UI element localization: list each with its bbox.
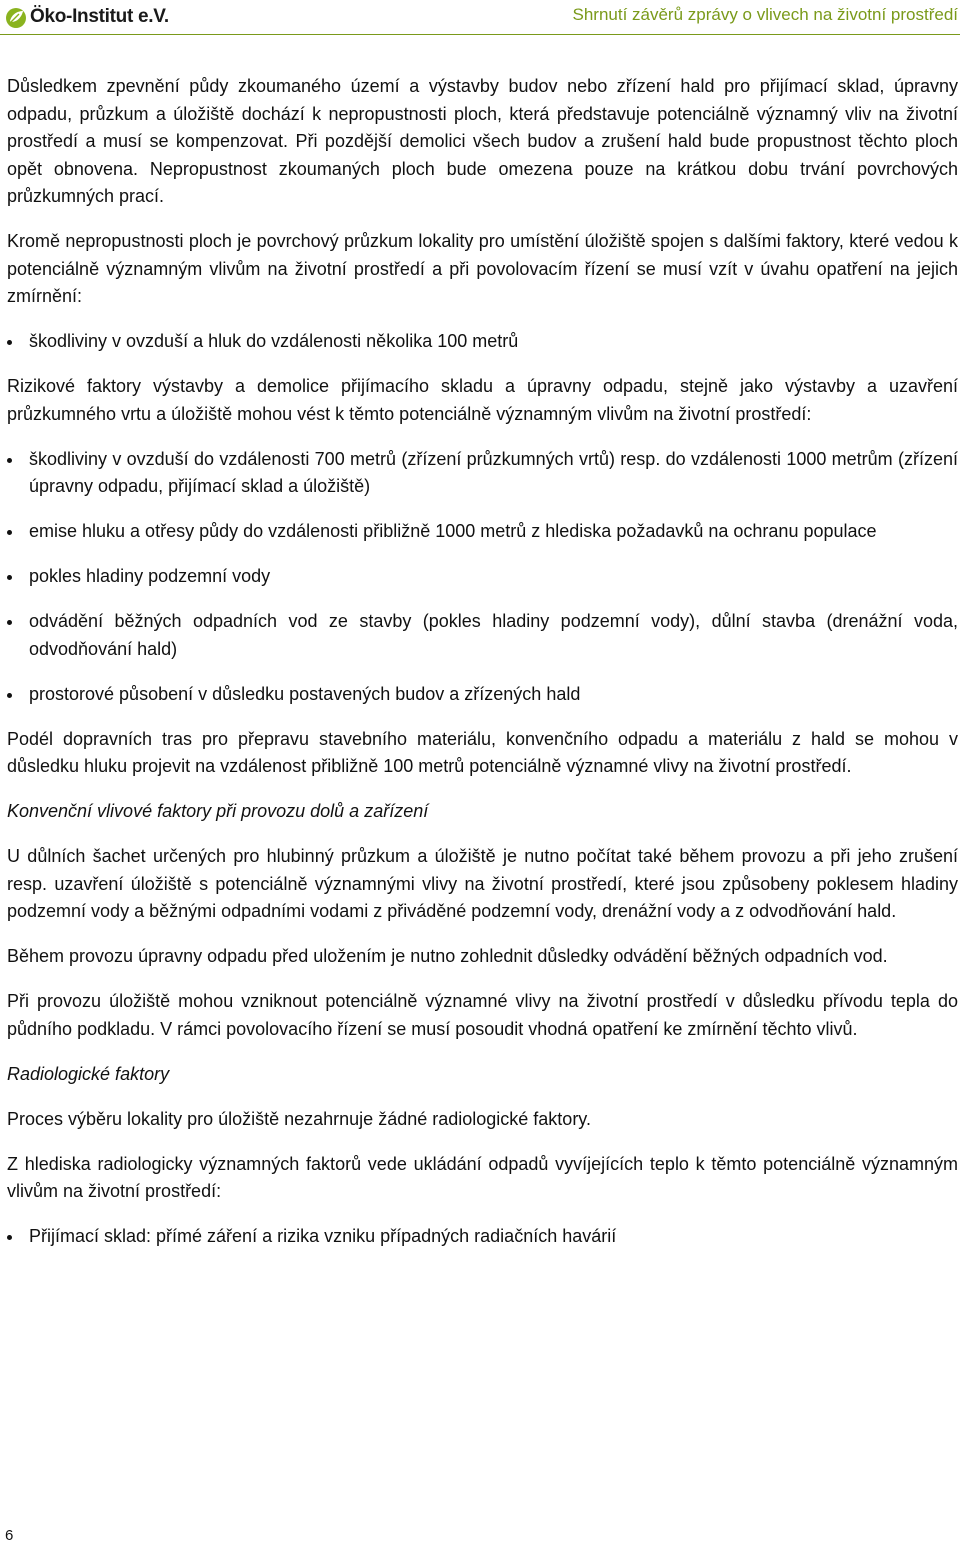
leaf-logo-icon — [4, 5, 28, 29]
page-number: 6 — [5, 1527, 14, 1544]
paragraph: Kromě nepropustnosti ploch je povrchový průzkum lokality pro umístění úložiště spojen s dalšími faktory, které vedou k potenciálně významným vlivům na životní prostředí a při povolovacím řízení se musí vzít v úvahu opatření na jejich zmírnění: — [7, 231, 958, 306]
logo-text: Öko-Institut e.V. — [30, 6, 169, 27]
list-item: škodliviny v ovzduší do vzdálenosti 700 metrů (zřízení průzkumných vrtů) resp. do vzdálenosti 1000 metrům (zřízení úpravny odpadu, přijímací sklad a úložiště) — [7, 446, 958, 501]
paragraph: Během provozu úpravny odpadu před uložením je nutno zohlednit důsledky odvádění běžných odpadních vod. — [7, 946, 888, 966]
list-item: škodliviny v ovzduší a hluk do vzdálenosti několika 100 metrů — [7, 328, 958, 356]
page-header — [0, 0, 960, 40]
paragraph: Podél dopravních tras pro přepravu stavebního materiálu, konvenčního odpadu a materiálu z hald se mohou v důsledku hluku projevit na vzdálenost přibližně 100 metrů potenciálně významné vlivy na životní prostředí. — [7, 728, 958, 776]
section-heading: Radiologické faktory — [7, 1063, 170, 1084]
main-content — [7, 73, 958, 1268]
document-title: Shrnutí závěrů zprávy o vlivech na životní prostředí — [572, 5, 958, 24]
list-item: prostorové působení v důsledku postavených budov a zřízených hald — [7, 681, 958, 709]
paragraph: Proces výběru lokality pro úložiště nezahrnuje žádné radiologické faktory. — [7, 1108, 591, 1129]
header-divider — [0, 34, 960, 35]
list-item: pokles hladiny podzemní vody — [7, 563, 958, 591]
section-heading: Konvenční vlivové faktory při provozu dolů a zařízení — [7, 801, 429, 821]
paragraph: U důlních šachet určených pro hlubinný průzkum a úložiště je nutno počítat také během provozu a při jeho zrušení resp. uzavření úložiště s potenciálně významnými vlivy na životní prostředí, které jsou způsobeny poklesem hladiny podzemní vody a běžnými odpadními vodami z přiváděné podzemní vody, drenážní vody a z odvodňování hald. — [7, 846, 958, 921]
paragraph: Důsledkem zpevnění půdy zkoumaného území a výstavby budov nebo zřízení hald pro přijímací sklad, úpravny odpadu, průzkum a úložiště dochází k nepropustnosti ploch, která představuje potenciálně významný vliv na životní prostředí a musí se kompenzovat. Při pozdější demolici všech budov a zrušení hald bude propustnost těchto ploch opět obnovena. Nepropustnost zkoumaných ploch bude omezena pouze na krátkou dobu trvání povrchových průzkumných prací. — [7, 76, 958, 206]
list-item: emise hluku a otřesy půdy do vzdálenosti přibližně 1000 metrů z hlediska požadavků na ochranu populace — [7, 518, 958, 546]
paragraph: Při provozu úložiště mohou vzniknout potenciálně významné vlivy na životní prostředí v důsledku přívodu tepla do půdního podkladu. V rámci povolovacího řízení se musí posoudit vhodná opatření ke zmírnění těchto vlivů. — [7, 991, 958, 1039]
paragraph: Z hlediska radiologicky významných faktorů vede ukládání odpadů vyvíjejících teplo k těmto potenciálně významným vlivům na životní prostředí: — [7, 1153, 958, 1201]
paragraph: Rizikové faktory výstavby a demolice přijímacího skladu a úpravny odpadu, stejně jako výstavby a uzavření průzkumného vrtu a úložiště mohou vést k těmto potenciálně významným vlivům na životní prostředí: — [7, 376, 958, 424]
list-item: Přijímací sklad: přímé záření a rizika vzniku případných radiačních havárií — [7, 1223, 958, 1251]
list-item: odvádění běžných odpadních vod ze stavby (pokles hladiny podzemní vody), důlní stavba (drenážní voda, odvodňování hald) — [7, 608, 958, 663]
logo — [4, 4, 169, 30]
